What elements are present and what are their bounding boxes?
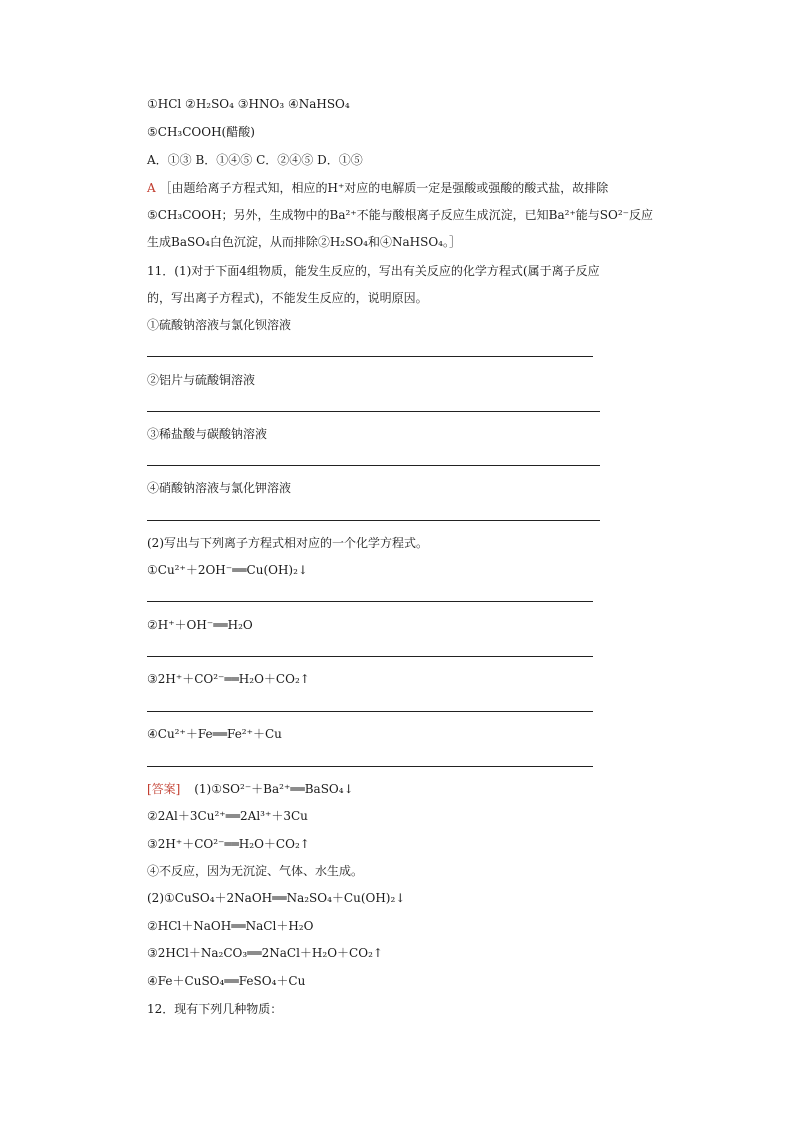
answer-blank-3[interactable] [147, 465, 600, 466]
q11-part2-item-1: ①Cu²⁺＋2OH⁻══Cu(OH)₂↓ [147, 563, 308, 577]
answer-line-1 [147, 780, 354, 798]
explanation-line-1 [147, 179, 608, 197]
answer-blank-8[interactable] [147, 766, 593, 767]
answer-letter: A [147, 181, 156, 195]
answer-choices: A．①③ B．①④⑤ C．②④⑤ D．①⑤ [147, 153, 363, 167]
answer-text-1: (1)①SO²⁻＋Ba²⁺══BaSO₄↓ [194, 782, 354, 796]
option-list-line-2: ⑤CH₃COOH(醋酸) [147, 125, 255, 139]
question-12-stem: 12．现有下列几种物质： [147, 1002, 283, 1016]
answer-line-5: (2)①CuSO₄＋2NaOH══Na₂SO₄＋Cu(OH)₂↓ [147, 891, 406, 905]
answer-label: [答案] [147, 782, 181, 796]
q11-part2-item-4: ④Cu²⁺＋Fe══Fe²⁺＋Cu [147, 727, 282, 741]
answer-line-2: ②2Al＋3Cu²⁺══2Al³⁺＋3Cu [147, 809, 308, 823]
option-list-line-1: ①HCl ②H₂SO₄ ③HNO₃ ④NaHSO₄ [147, 97, 350, 111]
q11-part1-item-3: ③稀盐酸与碳酸钠溶液 [147, 427, 268, 441]
answer-blank-4[interactable] [147, 520, 600, 521]
q11-part1-item-1: ①硫酸钠溶液与氯化钡溶液 [147, 318, 292, 332]
q11-part2-item-2: ②H⁺＋OH⁻══H₂O [147, 618, 253, 632]
answer-line-8: ④Fe＋CuSO₄══FeSO₄＋Cu [147, 974, 306, 988]
answer-blank-7[interactable] [147, 711, 593, 712]
q11-part1-item-2: ②铝片与硫酸铜溶液 [147, 373, 256, 387]
answer-blank-6[interactable] [147, 656, 593, 657]
question-11-stem-line-1: 11．(1)对于下面4组物质，能发生反应的，写出有关反应的化学方程式(属于离子反应 [147, 264, 600, 278]
answer-blank-2[interactable] [147, 411, 600, 412]
q11-part2-item-3: ③2H⁺＋CO²⁻══H₂O＋CO₂↑ [147, 672, 310, 686]
answer-line-6: ②HCl＋NaOH══NaCl＋H₂O [147, 919, 314, 933]
answer-line-3: ③2H⁺＋CO²⁻══H₂O＋CO₂↑ [147, 837, 310, 851]
explanation-line-2: ⑤CH₃COOH；另外，生成物中的Ba²⁺不能与酸根离子反应生成沉淀，已知Ba²⁺能与SO²⁻反应 [147, 208, 653, 222]
q11-part1-item-4: ④硝酸钠溶液与氯化钾溶液 [147, 481, 292, 495]
q11-part2-stem: (2)写出与下列离子方程式相对应的一个化学方程式。 [147, 536, 429, 550]
answer-blank-5[interactable] [147, 601, 593, 602]
explanation-line-3: 生成BaSO₄白色沉淀，从而排除②H₂SO₄和④NaHSO₄。］ [147, 235, 461, 249]
explanation-text-1: ［由题给离子方程式知，相应的H⁺对应的电解质一定是强酸或强酸的酸式盐，故排除 [159, 181, 609, 195]
question-11-stem-line-2: 的，写出离子方程式)，不能发生反应的，说明原因。 [147, 291, 428, 305]
answer-blank-1[interactable] [147, 356, 593, 357]
answer-line-7: ③2HCl＋Na₂CO₃══2NaCl＋H₂O＋CO₂↑ [147, 946, 383, 960]
answer-line-4: ④不反应，因为无沉淀、气体、水生成。 [147, 864, 364, 878]
